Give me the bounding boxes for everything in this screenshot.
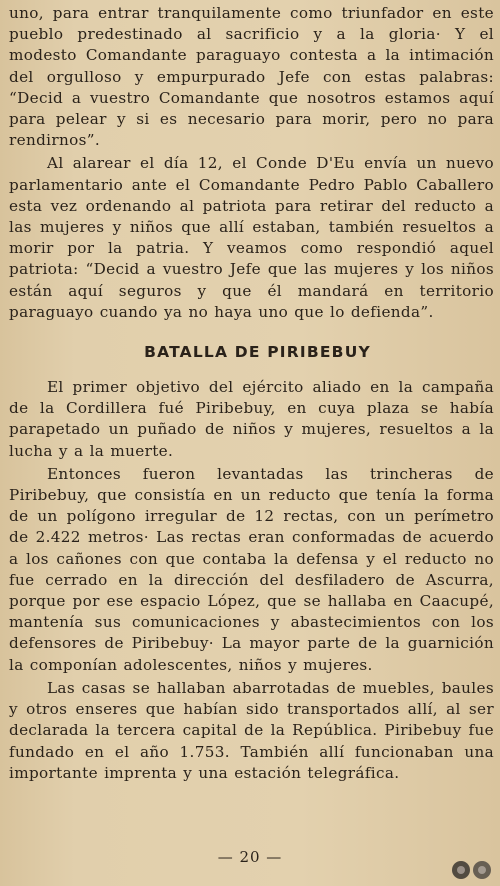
paragraph-2: Al alarear el día 12, el Conde D'Eu envía un nuevo parlamentario ante el Comandante Pedro Pablo Caballero esta vez ordenando al patriota para retirar del reducto a las mujeres y niños que allí estaban, también resueltos a morir por la patria. Y veamos como respondió aquel patriota: “Decid a vuestro Jefe que las mujeres y los niños están aquí seguros y que él mandará en territorio paraguayo cuando ya no haya uno que lo defienda”. <box>9 154 494 321</box>
paragraph-4: Entonces fueron levantadas las trincheras de Piribebuy, que consistía en un reducto que tenía la forma de un polígono irregular de 12 rectas, con un perímetro de 2.422 metros· Las rectas eran conformadas de acuerdo a los cañones con que contaba la defensa y el reducto no fue cerrado en la dirección del desfiladero de Ascurra, porque por ese espacio López, que se hallaba en Caacupé, mantenía sus comunicaciones y abastecimientos con los defensores de Piribebuy· La mayor parte de la guarnición la componían adolescentes, niños y mujeres. <box>9 464 494 674</box>
paragraph-5: Las casas se hallaban abarrotadas de muebles, baules y otros enseres que habían sido transportados allí, al ser declarada la tercera capital de la República. Piribebuy fue fundado en el año 1.753. También allí funcionaban una importante imprenta y una estación telegráfica. <box>9 678 494 782</box>
paragraph-1: uno, para entrar tranquilamente como triunfador en este pueblo predestinado al sacrificio y a la gloria· Y el modesto Comandante paraguayo contesta a la intimación del orgulloso y empurpurado Jefe con estas palabras: “Decid a vuestro Comandante que nosotros estamos aquí para pelear y si es necesario para morir, pero no para rendirnos”. <box>9 4 494 150</box>
paragraph-3: El primer objetivo del ejército aliado en la campaña de la Cordillera fué Piribebuy, en cuya plaza se había parapetado un puñado de niños y mujeres, resueltos a la lucha y a la muerte. <box>9 378 494 460</box>
section-heading: BATALLA DE PIRIBEBUY <box>144 343 371 362</box>
page-number: — 20 — <box>217 848 283 866</box>
archive-logo-icon <box>450 859 494 881</box>
